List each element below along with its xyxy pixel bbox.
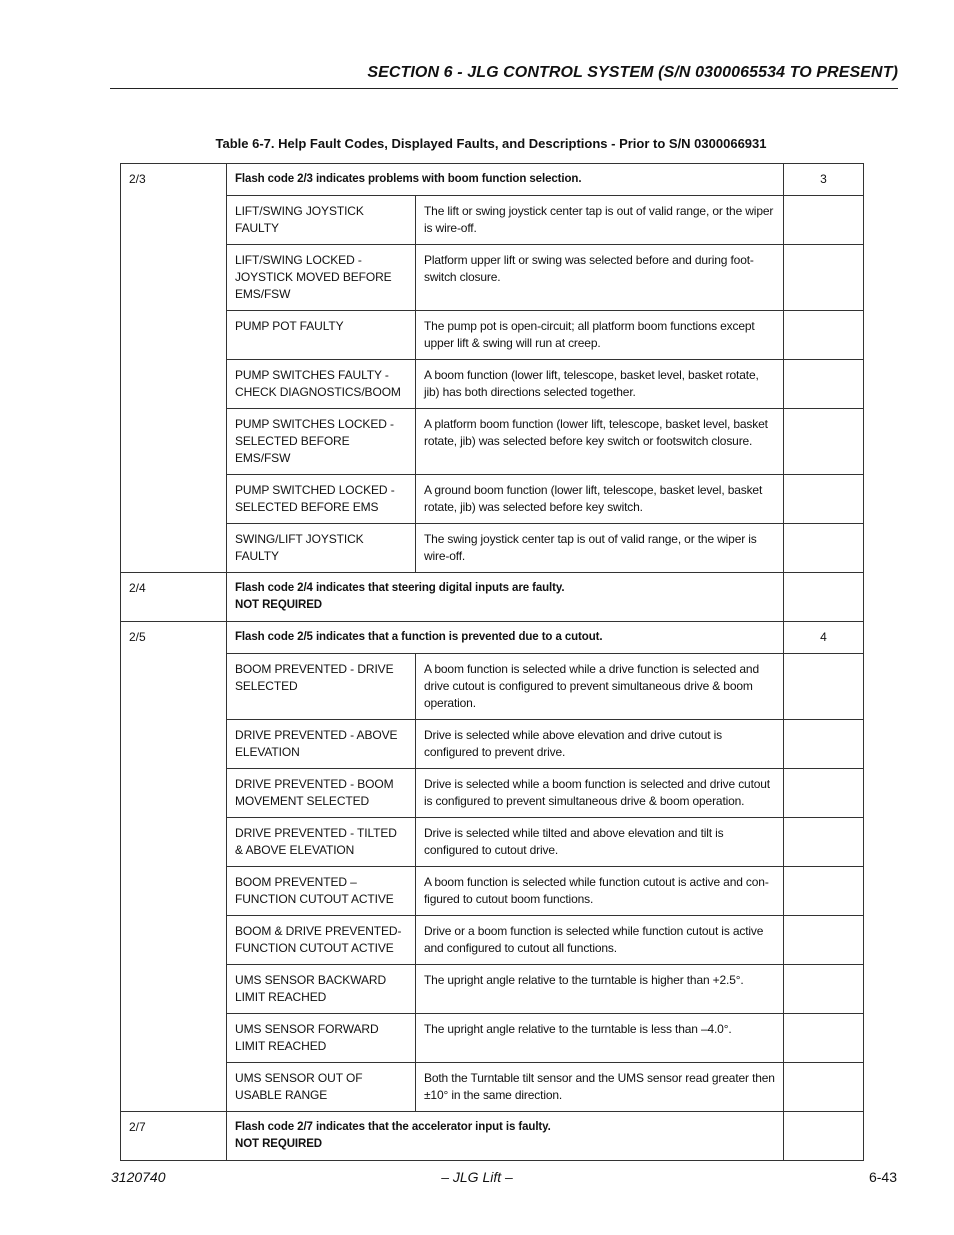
fault-row bbox=[121, 965, 864, 1014]
fault-row bbox=[121, 409, 864, 475]
priority-cell: 4 bbox=[784, 622, 864, 654]
displayed-fault-cell: UMS SENSOR BACKWARD LIMIT REACHED bbox=[227, 965, 416, 1014]
priority-cell-empty bbox=[784, 196, 864, 245]
priority-cell-empty bbox=[784, 1014, 864, 1063]
not-required-note: NOT REQUIRED bbox=[235, 599, 322, 611]
flash-description-cell bbox=[227, 164, 784, 196]
flash-code-row bbox=[121, 164, 864, 196]
priority-cell-empty bbox=[784, 769, 864, 818]
flash-code-cell: 2/5 bbox=[121, 622, 227, 1112]
priority-cell-empty bbox=[784, 720, 864, 769]
fault-description-cell: Drive is selected while a boom function is selected and drive cutout is configured to prevent simultaneous drive & boom operation. bbox=[416, 769, 784, 818]
displayed-fault-cell: PUMP SWITCHED LOCKED - SELECTED BEFORE EMS bbox=[227, 475, 416, 524]
flash-code-cell: 2/3 bbox=[121, 164, 227, 573]
displayed-fault-cell: SWING/LIFT JOYSTICK FAULTY bbox=[227, 524, 416, 573]
flash-description-cell bbox=[227, 622, 784, 654]
displayed-fault-cell: LIFT/SWING JOYSTICK FAULTY bbox=[227, 196, 416, 245]
flash-code-cell: 2/4 bbox=[121, 573, 227, 622]
priority-cell-empty bbox=[784, 360, 864, 409]
fault-row bbox=[121, 360, 864, 409]
displayed-fault-cell: DRIVE PREVENTED - TILTED & ABOVE ELEVATION bbox=[227, 818, 416, 867]
displayed-fault-cell: UMS SENSOR FORWARD LIMIT REACHED bbox=[227, 1014, 416, 1063]
displayed-fault-cell: PUMP SWITCHES FAULTY - CHECK DIAGNOSTICS/BOOM bbox=[227, 360, 416, 409]
header-divider bbox=[110, 88, 898, 89]
displayed-fault-cell: BOOM PREVENTED – FUNCTION CUTOUT ACTIVE bbox=[227, 867, 416, 916]
flash-description-text: Flash code 2/4 indicates that steering digital inputs are faulty. bbox=[235, 582, 565, 594]
flash-description-cell bbox=[227, 1112, 784, 1161]
priority-cell: 3 bbox=[784, 164, 864, 196]
fault-description-cell: A boom function is selected while function cutout is active and con-figured to cutout boom functions. bbox=[416, 867, 784, 916]
fault-row bbox=[121, 196, 864, 245]
priority-cell-empty bbox=[784, 818, 864, 867]
displayed-fault-cell: LIFT/SWING LOCKED - JOYSTICK MOVED BEFORE EMS/FSW bbox=[227, 245, 416, 311]
section-title: SECTION 6 - JLG CONTROL SYSTEM (S/N 0300065534 TO PRESENT) bbox=[367, 64, 898, 81]
footer-brand: – JLG Lift – bbox=[441, 1169, 513, 1185]
priority-cell-empty bbox=[784, 916, 864, 965]
flash-description-text: Flash code 2/5 indicates that a function is prevented due to a cutout. bbox=[235, 631, 603, 643]
flash-description-text: Flash code 2/3 indicates problems with boom function selection. bbox=[235, 173, 582, 185]
fault-description-cell: A ground boom function (lower lift, telescope, basket level, basket rotate, jib) was selected before key switch. bbox=[416, 475, 784, 524]
fault-description-cell: The pump pot is open-circuit; all platform boom functions except upper lift & swing will run at creep. bbox=[416, 311, 784, 360]
fault-row bbox=[121, 769, 864, 818]
fault-row bbox=[121, 1014, 864, 1063]
fault-row bbox=[121, 311, 864, 360]
priority-cell-empty bbox=[784, 311, 864, 360]
priority-cell-empty bbox=[784, 524, 864, 573]
flash-description-text: Flash code 2/7 indicates that the accelerator input is faulty. bbox=[235, 1121, 551, 1133]
fault-description-cell: Platform upper lift or swing was selected before and during foot-switch closure. bbox=[416, 245, 784, 311]
fault-description-cell: Drive is selected while tilted and above elevation and tilt is configured to cutout drive. bbox=[416, 818, 784, 867]
fault-description-cell: Both the Turntable tilt sensor and the UMS sensor read greater then ±10° in the same direction. bbox=[416, 1063, 784, 1112]
fault-row bbox=[121, 524, 864, 573]
fault-description-cell: The swing joystick center tap is out of valid range, or the wiper is wire-off. bbox=[416, 524, 784, 573]
document-number: 3120740 bbox=[111, 1169, 166, 1185]
flash-code-row bbox=[121, 1112, 864, 1161]
displayed-fault-cell: PUMP POT FAULTY bbox=[227, 311, 416, 360]
priority-cell-empty bbox=[784, 654, 864, 720]
not-required-note: NOT REQUIRED bbox=[235, 1138, 322, 1150]
priority-cell-empty bbox=[784, 475, 864, 524]
flash-code-cell: 2/7 bbox=[121, 1112, 227, 1161]
fault-description-cell: The upright angle relative to the turntable is less than –4.0°. bbox=[416, 1014, 784, 1063]
displayed-fault-cell: BOOM PREVENTED - DRIVE SELECTED bbox=[227, 654, 416, 720]
displayed-fault-cell: DRIVE PREVENTED - ABOVE ELEVATION bbox=[227, 720, 416, 769]
priority-cell bbox=[784, 1112, 864, 1161]
fault-row bbox=[121, 867, 864, 916]
fault-row bbox=[121, 720, 864, 769]
fault-table-body bbox=[121, 164, 864, 1161]
fault-row bbox=[121, 654, 864, 720]
fault-row bbox=[121, 916, 864, 965]
priority-cell-empty bbox=[784, 965, 864, 1014]
page-number: 6-43 bbox=[868, 1169, 897, 1185]
fault-codes-table bbox=[120, 163, 864, 1161]
priority-cell bbox=[784, 573, 864, 622]
fault-description-cell: A platform boom function (lower lift, telescope, basket level, basket rotate, jib) was selected before key switch or footswitch closure. bbox=[416, 409, 784, 475]
fault-description-cell: The lift or swing joystick center tap is out of valid range, or the wiper is wire-off. bbox=[416, 196, 784, 245]
displayed-fault-cell: PUMP SWITCHES LOCKED - SELECTED BEFORE EMS/FSW bbox=[227, 409, 416, 475]
table-caption: Table 6-7. Help Fault Codes, Displayed Faults, and Descriptions - Prior to S/N 0300066931 bbox=[215, 136, 767, 151]
fault-row bbox=[121, 1063, 864, 1112]
flash-description-cell bbox=[227, 573, 784, 622]
fault-row bbox=[121, 818, 864, 867]
fault-description-cell: Drive is selected while above elevation and drive cutout is configured to prevent drive. bbox=[416, 720, 784, 769]
fault-description-cell: A boom function (lower lift, telescope, basket level, basket rotate, jib) has both directions selected together. bbox=[416, 360, 784, 409]
priority-cell-empty bbox=[784, 245, 864, 311]
fault-description-cell: A boom function is selected while a drive function is selected and drive cutout is configured to prevent simultaneous drive & boom operation. bbox=[416, 654, 784, 720]
displayed-fault-cell: UMS SENSOR OUT OF USABLE RANGE bbox=[227, 1063, 416, 1112]
flash-code-row bbox=[121, 622, 864, 654]
priority-cell-empty bbox=[784, 1063, 864, 1112]
fault-description-cell: Drive or a boom function is selected while function cutout is active and configured to cutout all functions. bbox=[416, 916, 784, 965]
displayed-fault-cell: BOOM & DRIVE PREVENTED-FUNCTION CUTOUT ACTIVE bbox=[227, 916, 416, 965]
fault-row bbox=[121, 475, 864, 524]
flash-code-row bbox=[121, 573, 864, 622]
fault-description-cell: The upright angle relative to the turntable is higher than +2.5°. bbox=[416, 965, 784, 1014]
displayed-fault-cell: DRIVE PREVENTED - BOOM MOVEMENT SELECTED bbox=[227, 769, 416, 818]
priority-cell-empty bbox=[784, 867, 864, 916]
priority-cell-empty bbox=[784, 409, 864, 475]
fault-row bbox=[121, 245, 864, 311]
